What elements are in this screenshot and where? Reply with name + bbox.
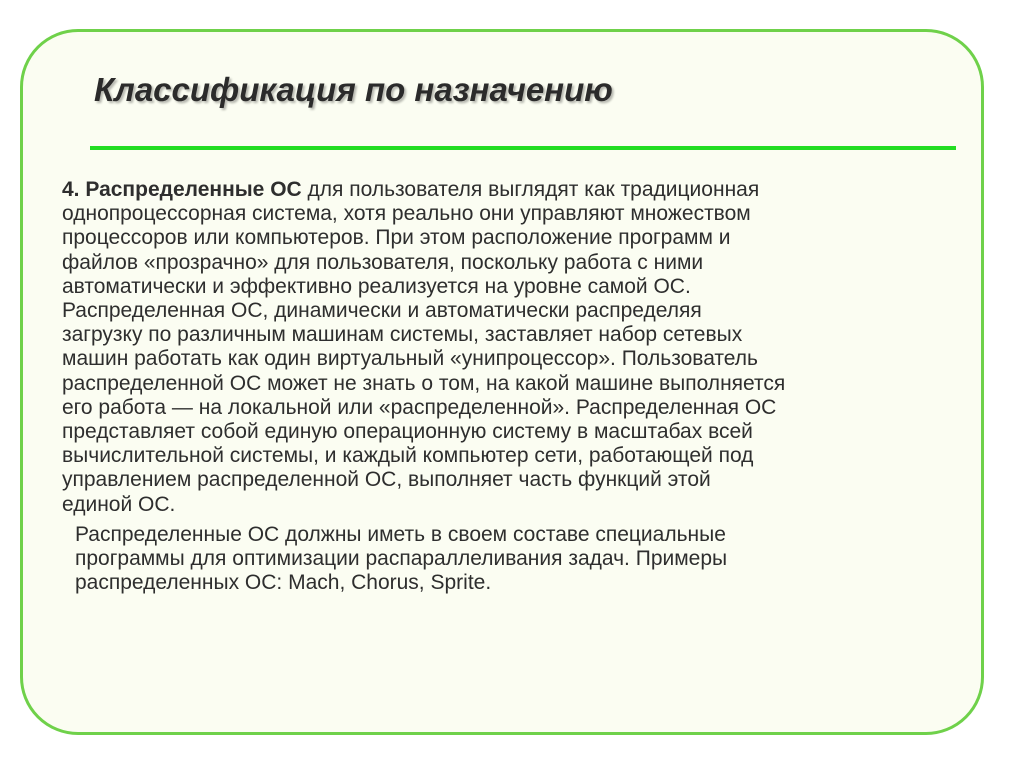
paragraph-line: вычислительной системы, и каждый компьютер сети, работающей под — [62, 444, 754, 468]
paragraph-line: Распределенные ОС должны иметь в своем составе специальные — [75, 522, 726, 546]
paragraph-line: управлением распределенной ОС, выполняет часть функций этой — [62, 468, 711, 492]
paragraph-line: загрузку по различным машинам системы, заставляет набор сетевых — [62, 323, 743, 347]
paragraph-line: машин работать как один виртуальный «унипроцессор». Пользователь — [62, 347, 758, 371]
paragraph-examples — [62, 523, 967, 596]
paragraph-line: однопроцессорная система, хотя реально они управляют множеством — [62, 202, 751, 226]
paragraph-line: представляет собой единую операционную систему в масштабах всей — [62, 420, 753, 444]
paragraph-line: распределенных ОС: Mach, Chorus, Sprite. — [75, 571, 492, 595]
lead-bold-text: 4. Распределенные ОС — [62, 178, 302, 201]
paragraph-line: Распределенная ОС, динамически и автоматически распределяя — [62, 299, 702, 323]
paragraph-distributed-os — [62, 178, 967, 517]
paragraph-line: автоматически и эффективно реализуется на уровне самой ОС. — [62, 274, 691, 298]
paragraph-line: файлов «прозрачно» для пользователя, поскольку работа с ними — [62, 250, 704, 274]
paragraph-line: 4. Распределенные ОС для пользователя выглядят как традиционная — [62, 178, 760, 201]
title-divider — [90, 146, 956, 150]
paragraph-line: единой ОС. — [62, 492, 176, 516]
paragraph-line: его работа — на локальной или «распределенной». Распределенная ОС — [62, 395, 777, 419]
slide-body — [62, 178, 967, 595]
slide-title: Классификация по назначению — [94, 71, 613, 108]
paragraph-line: распределенной ОС может не знать о том, на какой машине выполняется — [62, 371, 786, 395]
paragraph-line: программы для оптимизации распараллеливания задач. Примеры — [75, 547, 728, 571]
paragraph-line: процессоров или компьютеров. При этом расположение программ и — [62, 226, 731, 250]
